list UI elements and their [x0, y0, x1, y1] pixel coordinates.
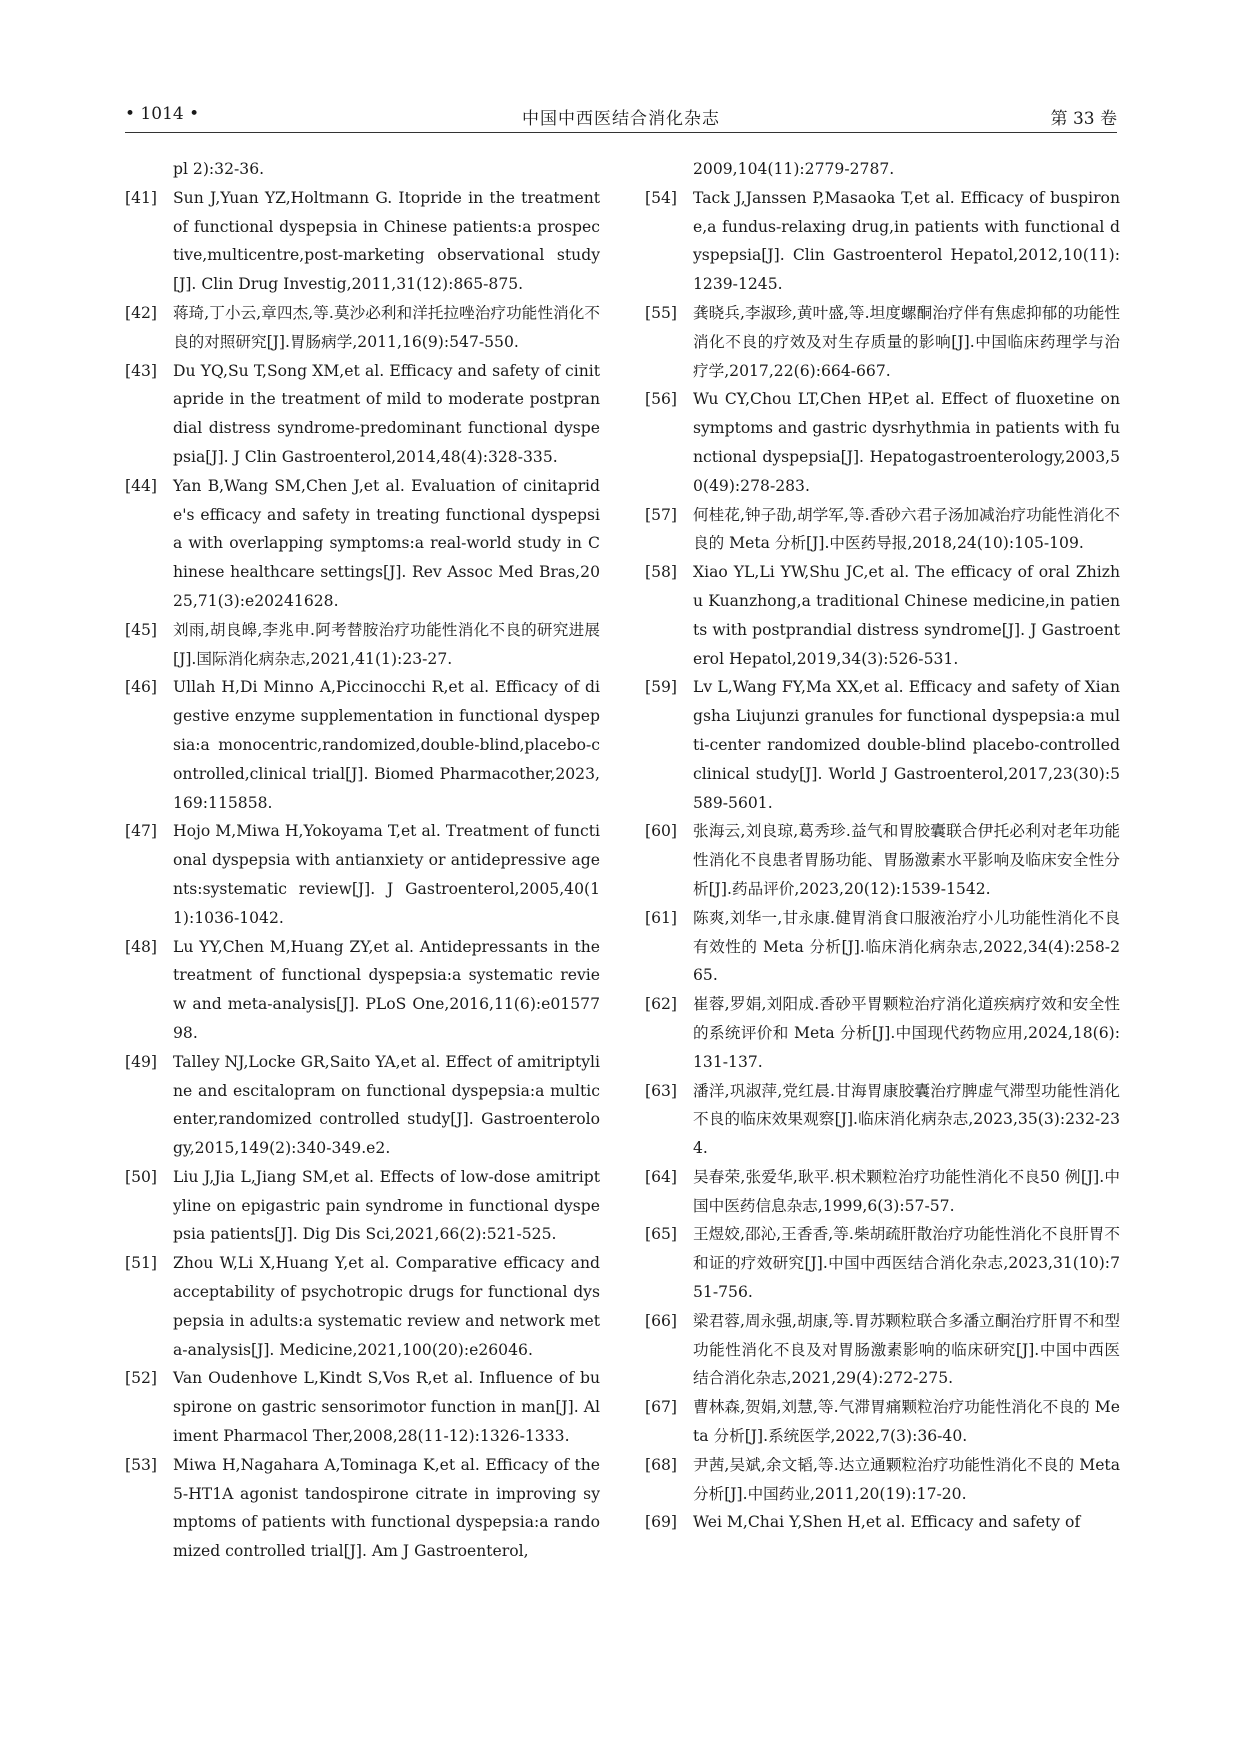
reference-number: [63] — [645, 1081, 678, 1100]
reference-number: [55] — [645, 303, 678, 322]
reference-number: [65] — [645, 1225, 678, 1244]
reference-text: 蒋琦,丁小云,章四杰,等.莫沙必利和洋托拉唑治疗功能性消化不良的对照研究[J].胃肠病学,2011,16(9):547-550. — [173, 303, 600, 351]
reference-number: [46] — [125, 678, 158, 697]
reference-text: Liu J,Jia L,Jiang SM,et al. Effects of low-dose amitriptyline on epigastric pain syndrome in functional dyspepsia patients[J]. Dig Dis Sci,2021,66(2):521-525. — [173, 1167, 600, 1244]
journal-title: 中国中西医结合消化杂志 — [522, 109, 720, 129]
reference-text: 刘雨,胡良皞,李兆申.阿考替胺治疗功能性消化不良的研究进展[J].国际消化病杂志,2021,41(1):23-27. — [173, 620, 600, 668]
reference-item — [645, 385, 1120, 500]
reference-item — [125, 357, 600, 472]
reference-number: [51] — [125, 1254, 158, 1273]
reference-item — [645, 1163, 1120, 1221]
reference-text: Sun J,Yuan YZ,Holtmann G. Itopride in the treatment of functional dyspepsia in Chinese patients:a prospective,multicentre,post-marketing observational study[J]. Clin Drug Investig,2011,31(12):865-875. — [173, 188, 600, 294]
reference-text: 梁君蓉,周永强,胡康,等.胃苏颗粒联合多潘立酮治疗肝胃不和型功能性消化不良及对胃肠激素影响的临床研究[J].中国中西医结合消化杂志,2021,29(4):272-275. — [693, 1311, 1120, 1388]
reference-text: Talley NJ,Locke GR,Saito YA,et al. Effect of amitriptyline and escitalopram on functional dyspepsia:a multicenter,randomized controlled study[J]. Gastroenterology,2015,149(2):340-349.e2. — [173, 1052, 600, 1158]
reference-text: Van Oudenhove L,Kindt S,Vos R,et al. Influence of buspirone on gastric sensorimotor function in man[J]. Aliment Pharmacol Ther,2008,28(11-12):1326-1333. — [173, 1369, 600, 1446]
reference-number: [47] — [125, 822, 158, 841]
reference-number: [59] — [645, 678, 678, 697]
page-header — [125, 100, 1117, 133]
reference-number: [57] — [645, 505, 678, 524]
reference-number: [56] — [645, 390, 678, 409]
reference-text: 尹茜,吴斌,余文韬,等.达立通颗粒治疗功能性消化不良的 Meta 分析[J].中国药业,2011,20(19):17-20. — [693, 1455, 1120, 1503]
reference-number: [61] — [645, 908, 678, 927]
reference-item — [645, 558, 1120, 673]
reference-text: Hojo M,Miwa H,Yokoyama T,et al. Treatment of functional dyspepsia with antianxiety or antidepressive agents:systematic review[J]. J Gastroenterol,2005,40(11):1036-1042. — [173, 822, 600, 927]
reference-number: [48] — [125, 937, 158, 956]
reference-number: [52] — [125, 1369, 158, 1388]
reference-text: 曹林森,贺娟,刘慧,等.气滞胃痛颗粒治疗功能性消化不良的 Meta 分析[J].系统医学,2022,7(3):36-40. — [693, 1398, 1120, 1446]
reference-number: [66] — [645, 1311, 678, 1330]
reference-text: 何桂花,钟子劭,胡学军,等.香砂六君子汤加减治疗功能性消化不良的 Meta 分析[J].中医药导报,2018,24(10):105-109. — [693, 505, 1120, 553]
reference-number: [62] — [645, 995, 678, 1014]
reference-item — [645, 1393, 1120, 1451]
reference-item — [645, 904, 1120, 990]
reference-text: Wei M,Chai Y,Shen H,et al. Efficacy and safety of — [693, 1513, 1081, 1532]
reference-item — [645, 1508, 1120, 1537]
reference-continuation: pl 2):32-36. — [173, 160, 265, 178]
reference-item — [125, 673, 600, 817]
reference-number: [64] — [645, 1167, 678, 1186]
reference-item — [645, 1077, 1120, 1163]
reference-continuation: 2009,104(11):2779-2787. — [693, 160, 895, 178]
reference-number: [68] — [645, 1455, 678, 1474]
reference-item — [645, 1307, 1120, 1393]
reference-item — [645, 501, 1120, 559]
reference-item — [125, 184, 600, 299]
reference-number: [45] — [125, 620, 158, 639]
reference-number: [41] — [125, 188, 158, 207]
reference-item — [645, 817, 1120, 903]
reference-number: [60] — [645, 822, 678, 841]
reference-text: Zhou W,Li X,Huang Y,et al. Comparative efficacy and acceptability of psychotropic drugs for functional dyspepsia in adults:a systematic review and network meta-analysis[J]. Medicine,2021,100(20):e26046. — [173, 1254, 600, 1359]
reference-text: Tack J,Janssen P,Masaoka T,et al. Efficacy of buspirone,a fundus-relaxing drug,in patients with functional dyspepsia[J]. Clin Gastroenterol Hepatol,2012,10(11):1239-1245. — [693, 188, 1120, 294]
reference-item — [645, 990, 1120, 1076]
volume-label: 第 33 卷 — [1050, 109, 1117, 129]
reference-number: [44] — [125, 476, 158, 495]
reference-item — [125, 1048, 600, 1163]
reference-text: Yan B,Wang SM,Chen J,et al. Evaluation of cinitapride's efficacy and safety in treating functional dyspepsia with overlapping symptoms:a real-world study in Chinese healthcare settings[J]. Rev Assoc Med Bras,2025,71(3):e20241628. — [173, 476, 600, 610]
reference-number: [67] — [645, 1398, 678, 1417]
reference-item — [645, 1220, 1120, 1306]
reference-text: Lu YY,Chen M,Huang ZY,et al. Antidepressants in the treatment of functional dyspepsia:a systematic review and meta-analysis[J]. PLoS One,2016,11(6):e0157798. — [173, 937, 600, 1042]
reference-list — [125, 184, 600, 1566]
reference-item — [125, 817, 600, 932]
reference-item — [125, 1451, 600, 1566]
reference-text: 吴春荣,张爱华,耿平.枳术颗粒治疗功能性消化不良50 例[J].中国中医药信息杂志,1999,6(3):57-57. — [693, 1167, 1120, 1215]
reference-number: [42] — [125, 303, 158, 322]
reference-item — [645, 1451, 1120, 1509]
reference-list — [645, 184, 1120, 1537]
reference-item — [125, 299, 600, 357]
reference-text: Wu CY,Chou LT,Chen HP,et al. Effect of fluoxetine on symptoms and gastric dysrhythmia in patients with functional dyspepsia[J]. Hepatogastroenterology,2003,50(49):278-283. — [693, 390, 1120, 495]
reference-number: [58] — [645, 563, 678, 582]
reference-number: [43] — [125, 361, 158, 380]
reference-item — [125, 1364, 600, 1450]
reference-item — [645, 673, 1120, 817]
reference-number: [50] — [125, 1167, 158, 1186]
reference-item — [125, 1249, 600, 1364]
reference-text: Ullah H,Di Minno A,Piccinocchi R,et al. Efficacy of digestive enzyme supplementation in functional dyspepsia:a monocentric,randomized,double-blind,placebo-controlled,clinical trial[J]. Biomed Pharmacother,2023,169:115858. — [173, 678, 600, 812]
reference-number: [54] — [645, 188, 678, 207]
reference-item — [125, 616, 600, 674]
reference-text: 崔蓉,罗娟,刘阳成.香砂平胃颗粒治疗消化道疾病疗效和安全性的系统评价和 Meta 分析[J].中国现代药物应用,2024,18(6):131-137. — [693, 995, 1120, 1071]
reference-text: Lv L,Wang FY,Ma XX,et al. Efficacy and safety of Xiangsha Liujunzi granules for functional dyspepsia:a multi-center randomized double-blind placebo-controlled clinical study[J]. World J Gastroenterol,2017,23(30):5589-5601. — [693, 678, 1120, 812]
reference-text: 王煜姣,邵沁,王香香,等.柴胡疏肝散治疗功能性消化不良肝胃不和证的疗效研究[J].中国中西医结合消化杂志,2023,31(10):751-756. — [693, 1225, 1120, 1302]
reference-item — [125, 472, 600, 616]
reference-item — [645, 299, 1120, 385]
reference-text: 陈爽,刘华一,甘永康.健胃消食口服液治疗小儿功能性消化不良有效性的 Meta 分析[J].临床消化病杂志,2022,34(4):258-265. — [693, 908, 1120, 985]
reference-item — [125, 933, 600, 1048]
reference-number: [53] — [125, 1455, 158, 1474]
reference-text: 潘洋,巩淑萍,党红晨.甘海胃康胶囊治疗脾虚气滞型功能性消化不良的临床效果观察[J].临床消化病杂志,2023,35(3):232-234. — [693, 1081, 1120, 1158]
reference-text: Xiao YL,Li YW,Shu JC,et al. The efficacy of oral Zhizhu Kuanzhong,a traditional Chinese medicine,in patients with postprandial distress syndrome[J]. J Gastroenterol Hepatol,2019,34(3):526-531. — [693, 563, 1120, 668]
right-column — [645, 155, 1120, 1537]
reference-text: 龚晓兵,李淑珍,黄叶盛,等.坦度螺酮治疗伴有焦虑抑郁的功能性消化不良的疗效及对生存质量的影响[J].中国临床药理学与治疗学,2017,22(6):664-667. — [693, 303, 1120, 380]
reference-item — [125, 1163, 600, 1249]
reference-text: Du YQ,Su T,Song XM,et al. Efficacy and safety of cinitapride in the treatment of mild to moderate postprandial distress syndrome-predominant functional dyspepsia[J]. J Clin Gastroenterol,2014,48(4):328-335. — [173, 361, 600, 466]
reference-text: 张海云,刘良琼,葛秀珍.益气和胃胶囊联合伊托必利对老年功能性消化不良患者胃肠功能、胃肠激素水平影响及临床安全性分析[J].药品评价,2023,20(12):1539-1542. — [693, 822, 1120, 898]
page-number: • 1014 • — [125, 104, 200, 124]
reference-number: [69] — [645, 1513, 678, 1532]
reference-item — [645, 184, 1120, 299]
reference-number: [49] — [125, 1052, 158, 1071]
reference-text: Miwa H,Nagahara A,Tominaga K,et al. Efficacy of the 5-HT1A agonist tandospirone citrate in improving symptoms of patients with functional dyspepsia:a randomized controlled trial[J]. Am J Gastroenterol, — [173, 1455, 600, 1561]
left-column — [125, 155, 600, 1566]
